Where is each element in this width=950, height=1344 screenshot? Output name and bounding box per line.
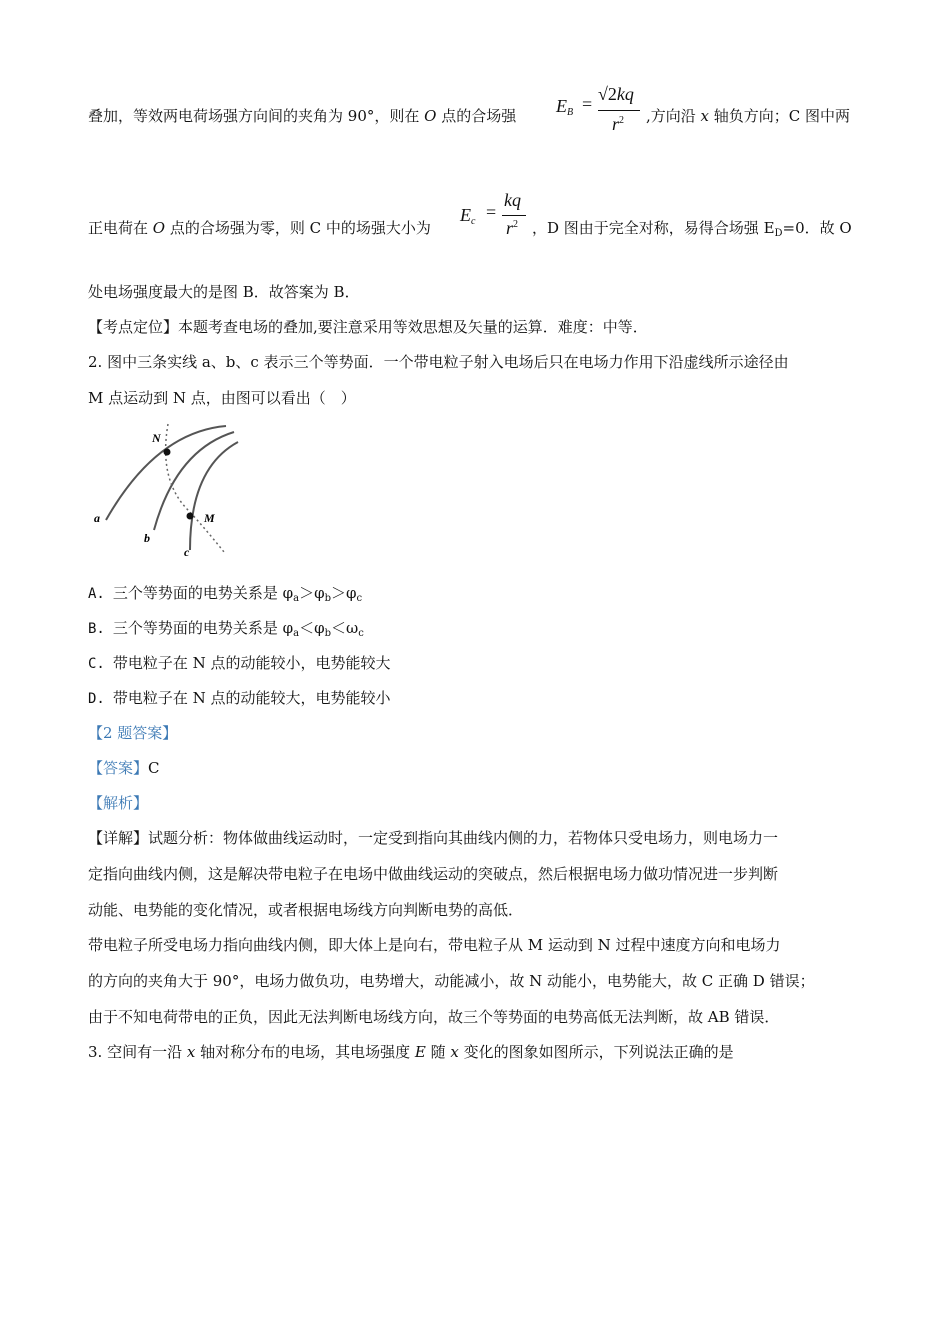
option-text: ＞φ <box>331 584 357 602</box>
equipotential-line-c <box>190 442 238 550</box>
text-segment: 变化的图象如图所示，下列说法正确的是 <box>458 1043 734 1061</box>
answer-value: C <box>148 759 160 777</box>
ed-subscript: D <box>774 228 783 239</box>
text-segment: 轴负方向；C 图中两 <box>709 107 851 125</box>
option-text: 带电粒子在 N 点的动能较大，电势能较小 <box>112 689 391 707</box>
detail-line-4: 带电粒子所受电场力指向曲线内侧，即大体上是向右，带电粒子从 M 运动到 N 过程中速度方向和电场力 <box>88 936 781 954</box>
text-segment: =0．故 O <box>782 219 852 237</box>
formula-eb <box>556 84 646 144</box>
option-letter: A. <box>88 586 105 602</box>
option-a[interactable] <box>88 583 362 609</box>
label-a: a <box>94 511 100 525</box>
paragraph-line-1 <box>88 106 516 126</box>
text-segment: ，D 图由于完全对称，易得合场强 E <box>532 219 775 237</box>
formula-ec <box>460 190 540 250</box>
ec-numerator: kq <box>504 190 521 210</box>
point-n-dot <box>164 449 171 456</box>
subscript: c <box>358 628 364 639</box>
ec-fraction-bar <box>502 215 526 216</box>
paragraph-line-1-tail <box>646 106 850 126</box>
exam-point-note: 【考点定位】本题考查电场的叠加,要注意采用等效思想及矢量的运算．难度：中等． <box>88 318 648 336</box>
option-letter: B. <box>88 621 105 637</box>
label-m: M <box>204 511 215 525</box>
detail-line-2: 定指向曲线内侧，这是解决带电粒子在电场中做曲线运动的突破点，然后根据电场力做功情况进一步判断 <box>88 865 779 883</box>
question-3-stem <box>88 1042 734 1062</box>
paragraph-line-3: 处电场强度最大的是图 B．故答案为 B． <box>88 283 360 301</box>
point-m-dot <box>187 513 194 520</box>
point-o: O <box>424 107 437 125</box>
text-segment: 点的合场强为零，则 C 中的场强大小为 <box>165 219 431 237</box>
ec-symbol: $E_c$ <box>460 205 476 227</box>
text-segment: 随 <box>425 1043 451 1061</box>
symbol-e: E <box>414 1043 426 1061</box>
analysis-heading: 【解析】 <box>88 794 149 812</box>
detail-line-6: 由于不知电荷带电的正负，因此无法判断电场线方向，故三个等势面的电势高低无法判断，故 AB 错误． <box>88 1008 780 1026</box>
eb-denominator: $r^2$ <box>612 114 625 134</box>
axis-x: x <box>450 1043 459 1061</box>
answer-label: 【答案】 <box>88 759 149 777</box>
answer-heading: 【2 题答案】 <box>88 724 178 742</box>
option-text: 三个等势面的电势关系是 φ <box>112 619 294 637</box>
subscript: a <box>293 593 300 604</box>
detail-line-3: 动能、电势能的变化情况，或者根据电场线方向判断电势的高低． <box>88 901 524 919</box>
text-segment: 正电荷在 <box>88 219 153 237</box>
ec-denominator: $r^2$ <box>506 218 519 238</box>
equipotential-figure <box>86 422 246 562</box>
axis-x: x <box>700 107 710 125</box>
option-text: 三个等势面的电势关系是 φ <box>112 584 294 602</box>
text-segment: 点的合场强 <box>436 107 517 125</box>
text-segment: ,方向沿 <box>646 107 701 125</box>
paragraph-line-2-tail <box>532 218 852 238</box>
answer-line <box>88 758 160 778</box>
ec-equals: = <box>486 202 497 222</box>
text-segment: 3. 空间有一沿 <box>88 1043 187 1061</box>
eb-fraction-bar <box>598 110 640 111</box>
text-segment: 轴对称分布的电场，其电场强度 <box>195 1043 415 1061</box>
eb-equals: = <box>582 94 593 114</box>
axis-x: x <box>186 1043 196 1061</box>
label-b: b <box>144 531 150 545</box>
question-2-stem-line-2: M 点运动到 N 点，由图可以看出（ ） <box>88 389 356 407</box>
option-text: ＞φ <box>299 584 325 602</box>
detail-line-5: 的方向的夹角大于 90°，电场力做负功，电势增大，动能减小，故 N 动能小，电势能大，故 C 正确 D 错误； <box>88 972 815 990</box>
label-n: N <box>152 431 161 445</box>
question-2-stem-line-1: 2. 图中三条实线 a、b、c 表示三个等势面．一个带电粒子射入电场后只在电场力作用下沿虚线所示途径由 <box>88 353 789 371</box>
paragraph-line-2 <box>88 218 431 238</box>
option-letter: D. <box>88 691 105 707</box>
eb-symbol: $E_B$ <box>556 96 574 118</box>
subscript: c <box>356 593 363 604</box>
option-b[interactable] <box>88 618 364 644</box>
option-text: ＜φ <box>299 619 325 637</box>
subscript: b <box>324 593 332 604</box>
subscript: a <box>293 628 300 639</box>
eb-numerator: √2kq <box>598 84 634 104</box>
option-text: ＜ω <box>331 619 359 637</box>
option-d[interactable] <box>88 688 391 709</box>
option-c[interactable] <box>88 653 391 674</box>
detail-line-1: 【详解】试题分析：物体做曲线运动时，一定受到指向其曲线内侧的力，若物体只受电场力，则电场力一 <box>88 829 779 847</box>
point-o: O <box>152 219 166 237</box>
label-c: c <box>184 545 190 559</box>
option-letter: C. <box>88 656 105 672</box>
text-segment: 叠加，等效两电荷场强方向间的夹角为 90°，则在 <box>88 107 425 125</box>
subscript: b <box>324 628 332 639</box>
option-text: 带电粒子在 N 点的动能较小，电势能较大 <box>112 654 391 672</box>
equipotential-line-b <box>154 432 234 530</box>
